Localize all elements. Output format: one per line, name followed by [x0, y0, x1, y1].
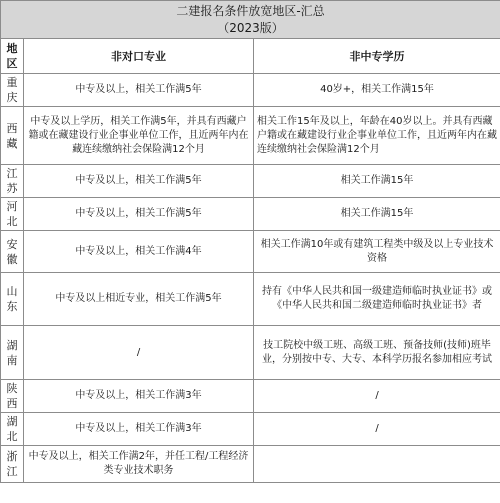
col1-cell: 中专及以上相近专业，相关工作满5年	[24, 273, 254, 326]
header-row	[1, 39, 500, 74]
header-col2: 非中专学历	[254, 39, 500, 74]
region-cell: 陕西	[1, 380, 24, 413]
region-cell: 河北	[1, 198, 24, 231]
table-row	[1, 165, 500, 198]
col1-cell: /	[24, 326, 254, 380]
region-cell: 湖南	[1, 326, 24, 380]
col1-cell: 中专及以上，相关工作满2年，并任工程/工程经济类专业技术职务	[24, 446, 254, 483]
col2-cell: 相关工作满15年	[254, 198, 500, 231]
col1-cell: 中专及以上，相关工作满4年	[24, 231, 254, 273]
table-row	[1, 446, 500, 483]
table-row	[1, 413, 500, 446]
col2-cell: /	[254, 413, 500, 446]
col2-cell: /	[254, 380, 500, 413]
col2-cell: 相关工作15年及以上，年龄在40岁以上。并具有西藏户籍或在藏建设行业企事业单位工作，且近两年内在藏连续缴纳社会保险满12个月	[254, 107, 500, 165]
table-row	[1, 273, 500, 326]
region-cell: 湖北	[1, 413, 24, 446]
region-cell: 重庆	[1, 74, 24, 107]
header-col1: 非对口专业	[24, 39, 254, 74]
col1-cell: 中专及以上学历，相关工作满5年，并具有西藏户籍或在藏建设行业企事业单位工作，且近两年内在藏连续缴纳社会保险满12个月	[24, 107, 254, 165]
col1-cell: 中专及以上，相关工作满5年	[24, 165, 254, 198]
table-row	[1, 198, 500, 231]
table-row	[1, 74, 500, 107]
table-title	[1, 1, 500, 39]
table-row	[1, 326, 500, 380]
title-line2: （2023版）	[217, 20, 284, 35]
region-cell: 西藏	[1, 107, 24, 165]
region-cell: 山东	[1, 273, 24, 326]
col2-cell: 40岁+，相关工作满15年	[254, 74, 500, 107]
region-cell: 安徽	[1, 231, 24, 273]
table-row	[1, 107, 500, 165]
col1-cell: 中专及以上，相关工作满5年	[24, 74, 254, 107]
header-region: 地区	[1, 39, 24, 74]
col1-cell: 中专及以上，相关工作满5年	[24, 198, 254, 231]
col2-cell: 持有《中华人民共和国一级建造师临时执业证书》或《中华人民共和国二级建造师临时执业证书》者	[254, 273, 500, 326]
table-row	[1, 380, 500, 413]
table-title-row	[1, 1, 500, 39]
col2-cell: 技工院校中级工班、高级工班、预备技师(技师)班毕业，分别按中专、大专、本科学历报名参加相应考试	[254, 326, 500, 380]
col1-cell: 中专及以上，相关工作满3年	[24, 413, 254, 446]
region-cell: 浙江	[1, 446, 24, 483]
region-cell: 江苏	[1, 165, 24, 198]
col1-cell: 中专及以上，相关工作满3年	[24, 380, 254, 413]
title-line1: 二建报名条件放宽地区-汇总	[176, 3, 325, 18]
col2-cell: 相关工作满15年	[254, 165, 500, 198]
table-row	[1, 231, 500, 273]
col2-cell	[254, 446, 500, 483]
col2-cell: 相关工作满10年或有建筑工程类中级及以上专业技术资格	[254, 231, 500, 273]
